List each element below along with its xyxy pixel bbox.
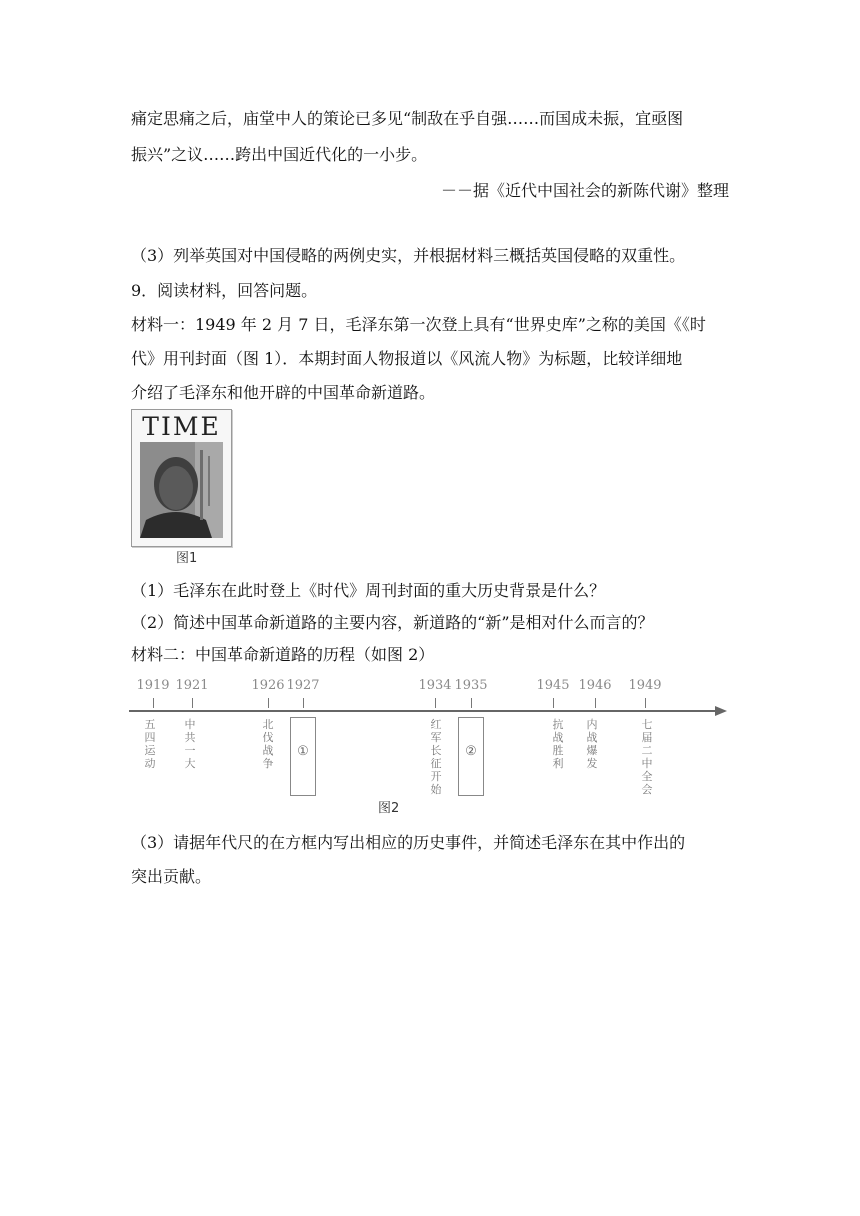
event-label: 中共一大 — [184, 718, 196, 770]
box-number: ① — [297, 744, 309, 759]
year-label: 1946 — [578, 678, 612, 693]
year-label: 1945 — [536, 678, 570, 693]
question-3: （3）请据年代尺的在方框内写出相应的历史事件，并简述毛泽东在其中作出的 — [131, 833, 686, 852]
figure-1-caption: 图1 — [176, 551, 198, 566]
cover-title: TIME — [142, 412, 221, 441]
material-1-line: 代》用刊封面（图 1）．本期封面人物报道以《风流人物》为标题，比较详细地 — [131, 349, 683, 368]
year-tick — [192, 698, 193, 708]
time-magazine-cover — [131, 409, 232, 547]
event-label: 内战爆发 — [586, 718, 598, 770]
material-2-heading: 材料二：中国革命新道路的历程（如图 2） — [131, 645, 435, 664]
event-label: 抗战胜利 — [552, 718, 564, 770]
event-label: 七届二中全会 — [641, 718, 653, 796]
year-tick — [471, 698, 472, 708]
year-label: 1934 — [418, 678, 452, 693]
year-tick — [268, 698, 269, 708]
year-tick — [595, 698, 596, 708]
year-label: 1927 — [286, 678, 320, 693]
event-label: 红军长征开始 — [430, 718, 442, 796]
question-3: 突出贡献。 — [131, 867, 212, 886]
year-label: 1926 — [251, 678, 285, 693]
year-tick — [303, 698, 304, 708]
year-label: 1921 — [175, 678, 209, 693]
answer-box — [290, 717, 316, 796]
question-1: （1）毛泽东在此时登上《时代》周刊封面的重大历史背景是什么？ — [131, 581, 606, 600]
source-citation: －－据《近代中国社会的新陈代谢》整理 — [440, 181, 729, 200]
material-1-line: 材料一：1949 年 2 月 7 日，毛泽东第一次登上具有“世界史库”之称的美国《《时 — [131, 315, 706, 334]
answer-box — [458, 717, 484, 796]
text-line: 痛定思痛之后，庙堂中人的策论已多见“制敌在乎自强……而国成未振，宜亟图 — [131, 109, 684, 128]
year-tick — [553, 698, 554, 708]
year-label: 1919 — [136, 678, 170, 693]
year-label: 1935 — [454, 678, 488, 693]
event-label: 北伐战争 — [262, 718, 274, 770]
year-tick — [435, 698, 436, 708]
question-2: （2）简述中国革命新道路的主要内容，新道路的“新”是相对什么而言的？ — [131, 613, 654, 632]
question-3-previous: （3）列举英国对中国侵略的两例史实，并根据材料三概括英国侵略的双重性。 — [131, 246, 686, 265]
box-number: ② — [465, 744, 477, 759]
question-9-heading: 9．阅读材料，回答问题。 — [131, 281, 318, 300]
year-tick — [153, 698, 154, 708]
event-label: 五四运动 — [144, 718, 156, 770]
timeline-figure — [125, 672, 735, 802]
material-1-line: 介绍了毛泽东和他开辟的中国革命新道路。 — [131, 383, 436, 402]
text-line: 振兴”之议……跨出中国近代化的一小步。 — [131, 145, 428, 164]
figure-2-caption: 图2 — [378, 801, 400, 816]
year-tick — [645, 698, 646, 708]
portrait-image — [140, 442, 223, 538]
year-label: 1949 — [628, 678, 662, 693]
